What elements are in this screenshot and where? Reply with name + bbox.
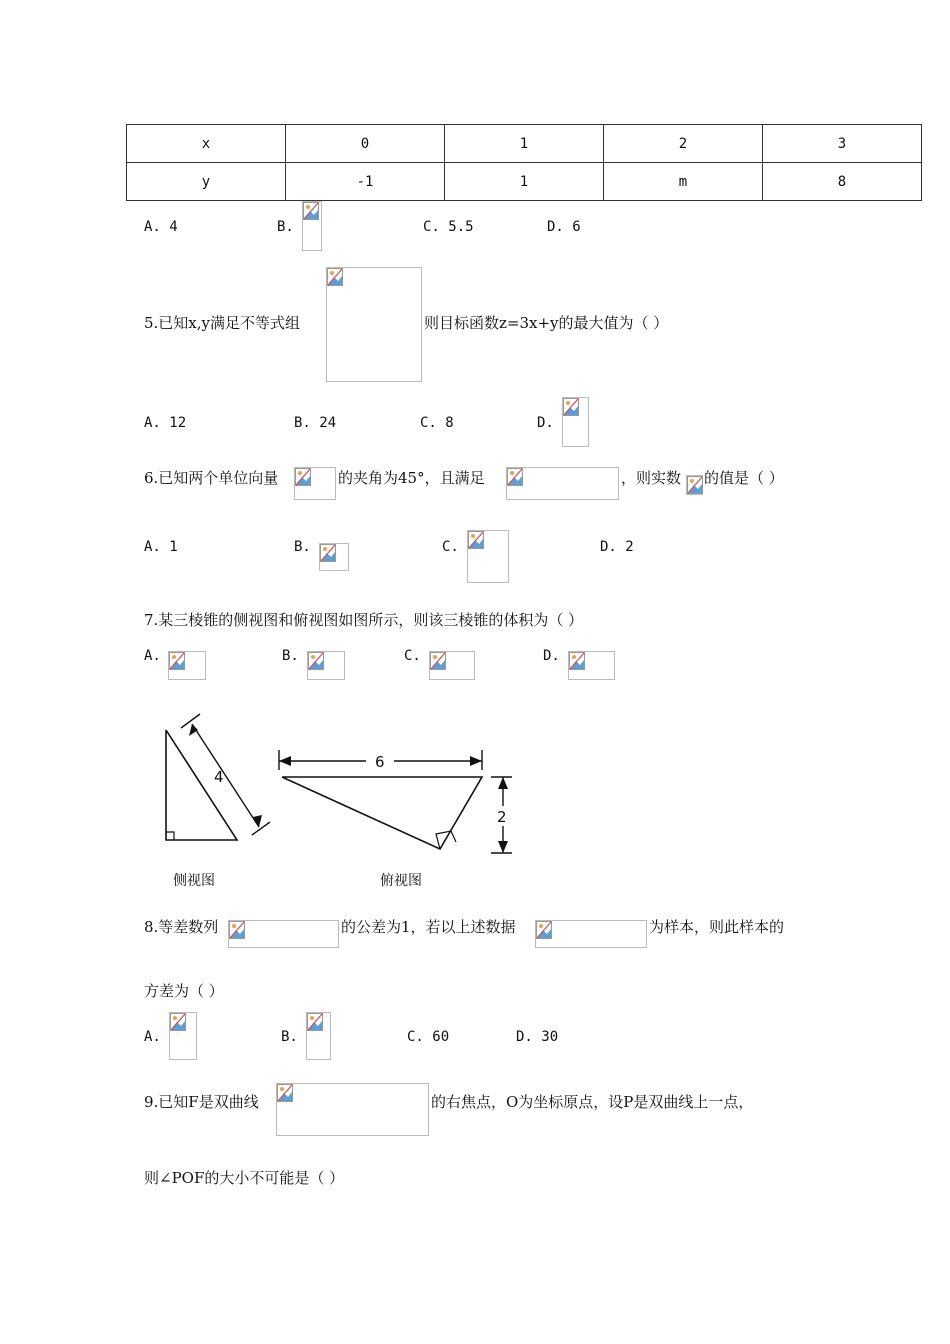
q8-stem-1: 8.等差数列 xyxy=(144,918,219,936)
three-view-figure xyxy=(140,710,540,895)
q9-stem-3: 则∠POF的大小不可能是（ ） xyxy=(144,1169,345,1187)
q6-option-a: A. 1 xyxy=(144,539,178,555)
image-glyph-icon xyxy=(430,652,446,670)
broken-image-icon xyxy=(562,397,589,447)
broken-image-icon xyxy=(429,651,475,680)
q5-stem-start: 5.已知x,y满足不等式组 xyxy=(144,314,301,332)
broken-image-icon xyxy=(276,1083,429,1136)
table-cell: 8 xyxy=(763,163,922,201)
q5-stem-end: 则目标函数z=3x+y的最大值为（ ） xyxy=(424,314,669,332)
q7-option-c: C. xyxy=(404,648,421,664)
table-cell: 0 xyxy=(286,125,445,163)
top-view-caption: 俯视图 xyxy=(380,873,422,889)
image-glyph-icon xyxy=(308,652,324,670)
q8-option-c: C. 60 xyxy=(407,1029,450,1045)
q7-stem: 7.某三棱锥的侧视图和俯视图如图所示，则该三棱锥的体积为（ ） xyxy=(144,611,584,629)
image-glyph-icon xyxy=(569,652,585,670)
q8-stem-4: 方差为（ ） xyxy=(144,982,224,1000)
image-glyph-icon xyxy=(303,202,319,220)
top-height-label: 2 xyxy=(497,808,507,826)
broken-image-icon xyxy=(535,920,647,948)
top-length-label: 6 xyxy=(375,753,385,771)
side-length-label: 4 xyxy=(214,768,224,786)
image-glyph-icon xyxy=(320,544,336,562)
q8-stem-3: 为样本，则此样本的 xyxy=(649,918,785,936)
table-row xyxy=(127,125,922,163)
image-glyph-icon xyxy=(507,468,523,486)
image-glyph-icon xyxy=(468,531,484,549)
table-cell: 1 xyxy=(445,125,604,163)
q6-stem-2: 的夹角为45°，且满足 xyxy=(338,469,485,487)
image-glyph-icon xyxy=(327,268,343,286)
q6-stem-3: ，则实数 xyxy=(621,469,682,487)
table-cell: -1 xyxy=(286,163,445,201)
table-cell: 2 xyxy=(604,125,763,163)
broken-image-icon xyxy=(506,467,619,500)
image-glyph-icon xyxy=(536,921,552,939)
q6-stem-4: 的值是（ ） xyxy=(704,469,784,487)
image-glyph-icon xyxy=(687,476,703,494)
broken-image-icon xyxy=(294,467,336,500)
q7-option-d: D. xyxy=(543,648,560,664)
top-view-triangle xyxy=(282,777,482,849)
q4-option-b: B. xyxy=(277,219,294,235)
broken-image-icon xyxy=(568,651,615,680)
q5-option-c: C. 8 xyxy=(420,415,454,431)
q6-stem-1: 6.已知两个单位向量 xyxy=(144,469,279,487)
image-glyph-icon xyxy=(229,921,245,939)
table-cell: 1 xyxy=(445,163,604,201)
q6-option-c: C. xyxy=(442,539,459,555)
broken-image-icon xyxy=(302,201,322,251)
data-table xyxy=(126,124,922,201)
q9-stem-2: 的右焦点，O为坐标原点，设P是双曲线上一点， xyxy=(431,1093,754,1111)
broken-image-icon xyxy=(228,920,339,948)
broken-image-icon xyxy=(168,651,206,680)
broken-image-icon xyxy=(319,543,349,571)
broken-image-icon xyxy=(306,1012,331,1060)
q9-stem-1: 9.已知F是双曲线 xyxy=(144,1093,259,1111)
image-glyph-icon xyxy=(169,652,185,670)
broken-image-icon xyxy=(467,530,509,583)
q5-option-d: D. xyxy=(537,415,554,431)
q8-option-a: A. xyxy=(144,1029,161,1045)
image-glyph-icon xyxy=(307,1013,323,1031)
image-glyph-icon xyxy=(295,468,311,486)
broken-image-icon xyxy=(326,267,422,382)
q7-option-b: B. xyxy=(282,648,299,664)
image-glyph-icon xyxy=(277,1084,293,1102)
table-row xyxy=(127,163,922,201)
q6-option-b: B. xyxy=(294,539,311,555)
table-cell: m xyxy=(604,163,763,201)
q4-option-a: A. 4 xyxy=(144,219,178,235)
side-view-triangle xyxy=(166,730,237,840)
q8-option-d: D. 30 xyxy=(516,1029,559,1045)
q6-option-d: D. 2 xyxy=(600,539,634,555)
broken-image-icon xyxy=(169,1012,197,1060)
broken-image-icon xyxy=(686,475,703,495)
table-cell: x xyxy=(127,125,286,163)
image-glyph-icon xyxy=(563,398,579,416)
q5-option-b: B. 24 xyxy=(294,415,337,431)
q4-option-c: C. 5.5 xyxy=(423,219,474,235)
table-cell: 3 xyxy=(763,125,922,163)
table-cell: y xyxy=(127,163,286,201)
q5-option-a: A. 12 xyxy=(144,415,187,431)
q4-option-d: D. 6 xyxy=(547,219,581,235)
broken-image-icon xyxy=(307,651,345,680)
q7-option-a: A. xyxy=(144,648,161,664)
side-view-caption: 侧视图 xyxy=(173,873,215,889)
q8-stem-2: 的公差为1，若以上述数据 xyxy=(341,918,516,936)
q8-option-b: B. xyxy=(281,1029,298,1045)
image-glyph-icon xyxy=(170,1013,186,1031)
